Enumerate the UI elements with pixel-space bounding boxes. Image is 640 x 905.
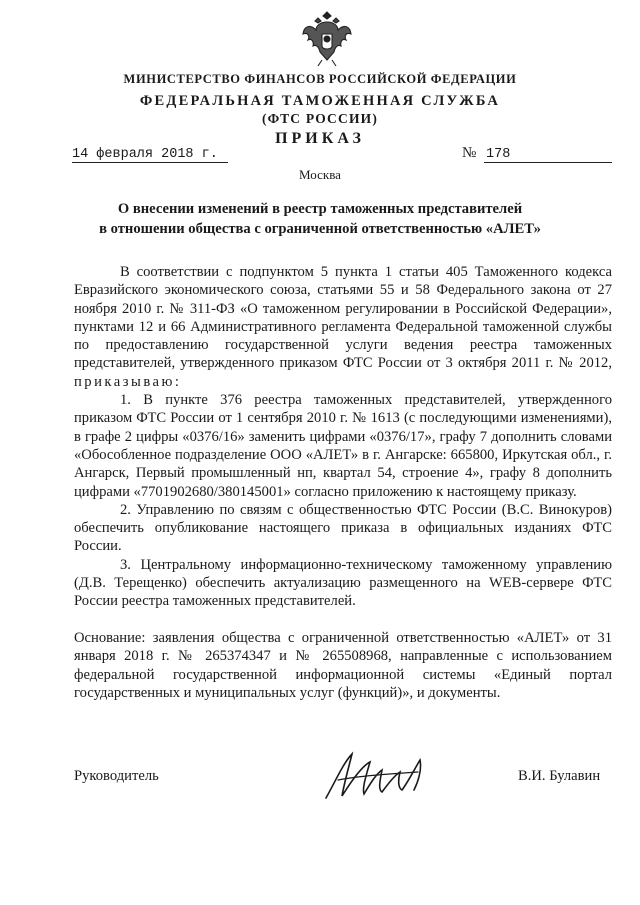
order-title-line-1: О внесении изменений в реестр таможенных представителей <box>117 201 523 217</box>
service-short-name: (ФТС РОССИИ) <box>261 111 379 126</box>
intro-paragraph <box>74 263 612 391</box>
basis-text: Основание: заявления общества с ограниченной ответственностью «АЛЕТ» от 31 января 2018 г. № 265374347 и № 265508968, направленные с использованием федеральной государственной информационной системы «Единый портал государственных и муниципальных услуг (функций)», и документы. <box>74 630 612 701</box>
order-date: 14 февраля 2018 г. <box>72 147 218 162</box>
order-number: 178 <box>486 147 511 162</box>
ministry-name: МИНИСТЕРСТВО ФИНАНСОВ РОССИЙСКОЙ ФЕДЕРАЦИИ <box>123 72 517 86</box>
basis-section <box>74 629 612 702</box>
signatory-name: В.И. Булавин <box>518 768 601 784</box>
order-title-line-2: в отношении общества с ограниченной ответственностью «АЛЕТ» <box>99 221 541 237</box>
service-name: ФЕДЕРАЛЬНАЯ ТАМОЖЕННАЯ СЛУЖБА <box>139 93 501 109</box>
russian-coat-of-arms-icon <box>300 8 354 68</box>
document-type: ПРИКАЗ <box>275 130 365 147</box>
city: Москва <box>299 167 341 182</box>
order-word: приказываю: <box>74 373 182 390</box>
item-3: 3. Центральному информационно-техническому таможенному управлению (Д.В. Терещенко) обеспечить актуализацию размещенного на WEB-сервере ФТС России реестра таможенных представителей. <box>74 556 612 610</box>
item-1: 1. В пункте 376 реестра таможенных представителей, утвержденного приказом ФТС России от 1 сентября 2010 г. № 1613 (с последующими изменениями), в графе 2 цифры «0376/16» заменить цифрами «0376/17», графу 7 дополнить словами «Обособленное подразделение ООО «АЛЕТ» в г. Ангарске: 665800, Иркутская обл., г. Ангарск, Первый промышленный нп, квартал 54, строение 4», графу 8 дополнить цифрами «7701902680/380145001» согласно приложению к настоящему приказу. <box>74 392 612 500</box>
order-body <box>74 263 612 611</box>
handwritten-signature-icon <box>318 740 438 810</box>
intro-text: В соответствии с подпунктом 5 пункта 1 статьи 405 Таможенного кодекса Евразийского экономического союза, статьями 55 и 58 Федерального закона от 27 ноября 2010 г. № 311-ФЗ «О таможенном регулировании в Российской Федерации», пунктами 12 и 66 Административного регламента Федеральной таможенной службы по предоставлению государственной услуги ведения реестра таможенных представителей, утвержденного приказом ФТС России от 3 октября 2011 г. № 2012, <box>74 264 612 372</box>
signatory-position: Руководитель <box>74 768 159 784</box>
date-underline <box>72 162 228 163</box>
item-2: 2. Управлению по связям с общественностью ФТС России (В.С. Винокуров) обеспечить опубликование настоящего приказа в официальных изданиях ФТС России. <box>74 501 612 555</box>
number-label: № <box>462 145 477 161</box>
number-underline <box>484 162 612 163</box>
